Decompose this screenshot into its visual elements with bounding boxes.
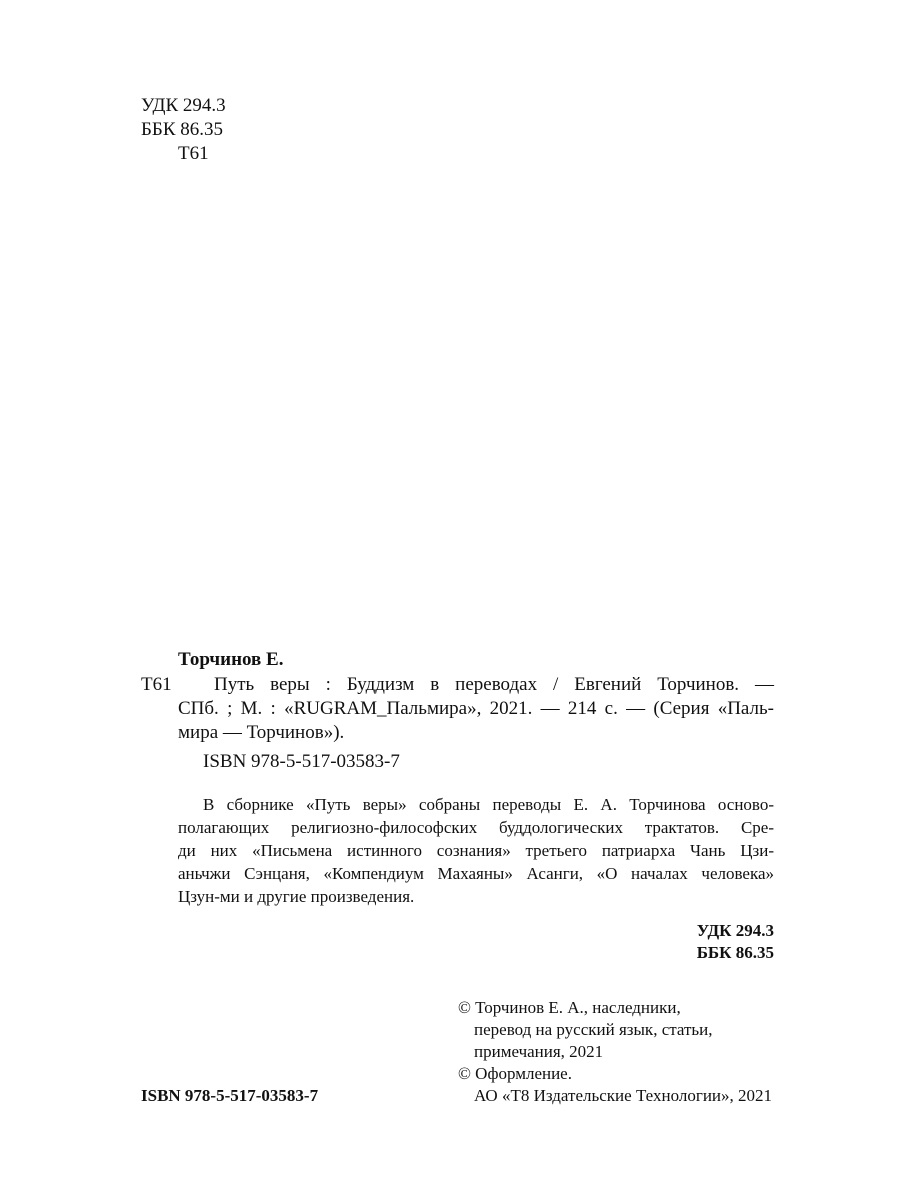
annotation-line-5: Цзун-ми и другие произведения. xyxy=(178,887,415,906)
copyright-line-2: перевод на русский язык, статьи, xyxy=(474,1020,713,1039)
card-isbn: ISBN 978-5-517-03583-7 xyxy=(203,751,400,772)
top-bbk-code: ББК 86.35 xyxy=(141,119,223,140)
top-author-mark: Т61 xyxy=(178,143,209,164)
title-line-3: мира — Торчинов»). xyxy=(178,722,345,743)
copyright-line-5: АО «Т8 Издательские Технологии», 2021 xyxy=(474,1086,773,1105)
copyright-line-4: © Оформление. xyxy=(458,1064,572,1083)
copyright-line-1: © Торчинов Е. А., наследники, xyxy=(458,998,681,1017)
top-udk-code: УДК 294.3 xyxy=(141,95,226,116)
title-line-1: Путь веры : Буддизм в переводах / Евгений Торчинов. — xyxy=(214,674,774,695)
card-author-mark: Т61 xyxy=(141,674,172,695)
annotation-line-1: В сборнике «Путь веры» собраны переводы Е. А. Торчинова осново- xyxy=(203,795,774,814)
footer-isbn: ISBN 978-5-517-03583-7 xyxy=(141,1086,319,1105)
annotation-line-3: ди них «Письмена истинного сознания» третьего патриарха Чань Цзи- xyxy=(178,841,774,860)
annotation-line-4: аньчжи Сэнцаня, «Компендиум Махаяны» Асанги, «О началах человека» xyxy=(178,864,774,883)
annotation-line-2: полагающих религиозно-философских буддологических трактатов. Сре- xyxy=(178,818,774,837)
author-heading: Торчинов Е. xyxy=(178,649,284,670)
title-line-2: СПб. ; М. : «RUGRAM_Пальмира», 2021. — 214 с. — (Серия «Паль- xyxy=(178,698,774,719)
card-bbk-code: ББК 86.35 xyxy=(696,943,774,962)
copyright-line-3: примечания, 2021 xyxy=(474,1042,604,1061)
card-udk-code: УДК 294.3 xyxy=(696,921,774,940)
